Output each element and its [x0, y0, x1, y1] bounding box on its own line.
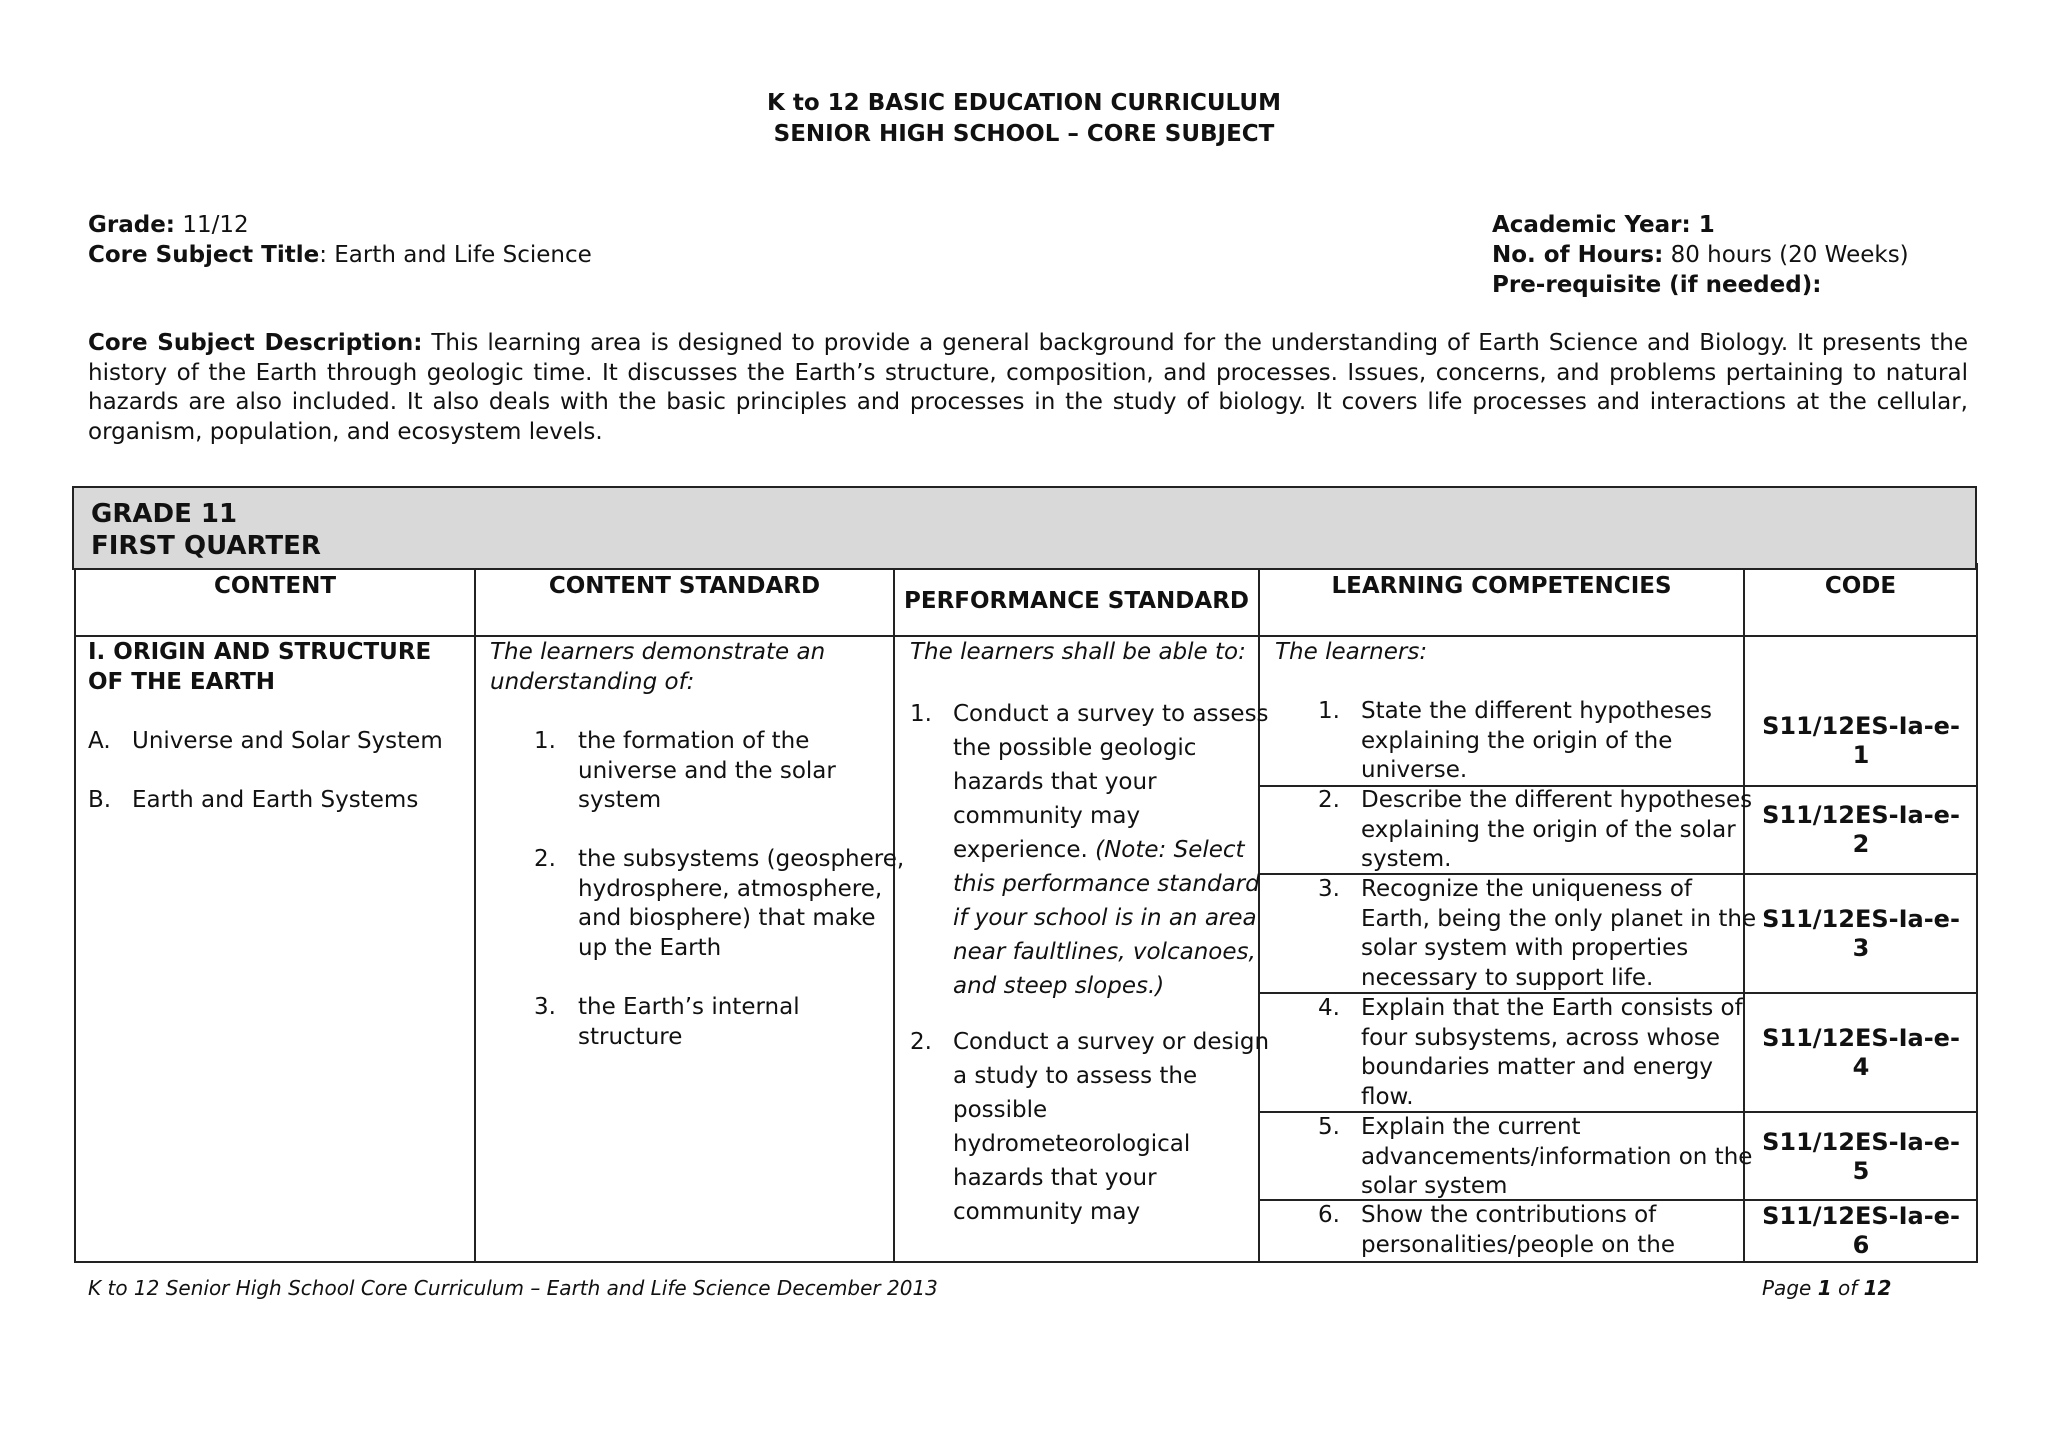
text-line: community may	[953, 803, 1141, 829]
grade-label: Grade:	[88, 212, 176, 238]
content-heading-line-1: I. ORIGIN AND STRUCTURE	[88, 639, 432, 665]
description-text: This learning area is designed to provide a general background for the understanding of Earth Science and Biology. It presents the history of the Earth through geologic time. It discusses the Earth’s structure, composition, and processes. Issues, concerns, and problems pertaining to natural hazards are also included. It also deals with the basic principles and processes in the study of biology. It covers life processes and interactions at the cellular, organism, population, and ecosystem levels.	[88, 330, 1968, 445]
competency-5	[1318, 1113, 1752, 1202]
hours-label: No. of Hours:	[1492, 242, 1664, 268]
grade-quarter-banner	[72, 486, 1977, 570]
text-line: Explain that the Earth consists of	[1361, 995, 1743, 1021]
note-line: if your school is in an area	[953, 905, 1257, 931]
text-fragment: experience.	[953, 837, 1096, 863]
text-line: personalities/people on the	[1361, 1231, 1675, 1258]
text-line: hazards that your	[953, 769, 1157, 795]
code-line: 5	[1852, 1157, 1870, 1185]
grade-value: 11/12	[175, 212, 249, 238]
page-of: of	[1831, 1276, 1864, 1300]
header-performance-standard: PERFORMANCE STANDARD	[904, 588, 1249, 614]
grade-line	[88, 210, 249, 240]
text-line: the possible geologic	[953, 735, 1197, 761]
content-standard-intro-line-2: understanding of:	[490, 668, 695, 695]
academic-year-label: Academic Year: 1	[1492, 212, 1715, 238]
text-line: Explain the current	[1361, 1114, 1581, 1140]
text-line: Show the contributions of	[1361, 1202, 1657, 1228]
header-content: CONTENT	[213, 573, 337, 599]
text-line: boundaries matter and energy	[1361, 1054, 1713, 1080]
item-number: 6.	[1318, 1202, 1340, 1228]
content-heading-line-2: OF THE EARTH	[88, 668, 276, 695]
hours-line	[1492, 240, 1909, 270]
text-line: Describe the different hypotheses	[1361, 787, 1753, 813]
subject-description	[88, 329, 1968, 447]
text-line: a study to assess the	[953, 1063, 1198, 1089]
content-item-marker: B.	[88, 787, 112, 813]
performance-standard-item-1	[910, 697, 1269, 1003]
text-line: universe.	[1361, 757, 1468, 783]
competency-2	[1318, 786, 1752, 875]
code-line: 2	[1852, 830, 1870, 858]
table-border-bottom	[74, 1261, 1978, 1263]
header-content-standard: CONTENT STANDARD	[548, 573, 821, 599]
content-standard-item-1	[534, 727, 836, 816]
hours-value: 80 hours (20 Weeks)	[1663, 242, 1909, 268]
page-current: 1	[1817, 1276, 1832, 1300]
text-line: up the Earth	[578, 934, 722, 961]
code-line: S11/12ES-Ia-e-	[1762, 905, 1960, 933]
footer-document-info: K to 12 Senior High School Core Curriculum – Earth and Life Science December 2013	[88, 1276, 938, 1300]
text-line: system	[578, 787, 662, 813]
text-line: community may	[953, 1199, 1141, 1225]
note-line: and steep slopes.)	[953, 973, 1165, 999]
text-line: advancements/information on the	[1361, 1143, 1753, 1170]
content-standard-item-3	[534, 993, 800, 1052]
note-line: near faultlines, volcanoes,	[953, 939, 1256, 965]
item-number: 4.	[1318, 995, 1340, 1021]
competency-6	[1318, 1201, 1675, 1260]
description-label: Core Subject Description:	[88, 330, 423, 356]
text-line: the subsystems (geosphere,	[578, 846, 905, 872]
code-line: S11/12ES-Ia-e-	[1762, 712, 1960, 740]
text-line: hydrometeorological	[953, 1131, 1191, 1157]
competencies-intro: The learners:	[1275, 639, 1428, 665]
competency-1	[1318, 697, 1712, 786]
subject-value: : Earth and Life Science	[319, 242, 592, 268]
competency-4	[1318, 994, 1743, 1112]
text-line: solar system with properties	[1361, 935, 1689, 961]
competency-code-1	[1745, 712, 1977, 770]
code-line: 6	[1852, 1231, 1870, 1259]
page-total: 12	[1863, 1276, 1892, 1300]
quarter-heading: FIRST QUARTER	[91, 531, 321, 561]
item-number: 2.	[534, 846, 556, 872]
text-line: Conduct a survey or design	[953, 1029, 1270, 1055]
footer-page-number	[1762, 1275, 1891, 1301]
page-prefix: Page	[1762, 1276, 1818, 1300]
text-line: hydrosphere, atmosphere,	[578, 875, 883, 902]
item-number: 5.	[1318, 1114, 1340, 1140]
performance-standard-item-2	[910, 1025, 1269, 1229]
note-text: (Note: Select	[1095, 837, 1245, 863]
text-line: Recognize the uniqueness of	[1361, 876, 1693, 902]
text-line: structure	[578, 1023, 683, 1050]
text-line: the Earth’s internal	[578, 994, 800, 1020]
competency-code-6	[1745, 1202, 1977, 1260]
content-item-a	[88, 727, 111, 757]
text-line: State the different hypotheses	[1361, 698, 1712, 724]
subject-label: Core Subject Title	[88, 242, 320, 268]
text-line: Earth, being the only planet in the	[1361, 905, 1757, 932]
column-divider-1	[474, 570, 476, 1262]
item-number: 1.	[534, 728, 556, 754]
document-title: K to 12 BASIC EDUCATION CURRICULUM	[767, 90, 1281, 116]
competency-code-5	[1745, 1128, 1977, 1186]
code-line: S11/12ES-Ia-e-	[1762, 1024, 1960, 1052]
content-standard-intro-line-1: The learners demonstrate an	[490, 639, 826, 665]
item-number: 2.	[910, 1029, 932, 1055]
item-number: 2.	[1318, 787, 1340, 813]
competency-code-2	[1745, 801, 1977, 859]
text-line: hazards that your	[953, 1165, 1157, 1191]
header-code: CODE	[1824, 573, 1897, 599]
content-item-marker: A.	[88, 728, 111, 754]
text-line: explaining the origin of the solar	[1361, 816, 1736, 843]
note-line: this performance standard	[953, 871, 1260, 897]
text-line: Conduct a survey to assess	[953, 701, 1269, 727]
content-heading	[88, 638, 431, 697]
text-line: necessary to support life.	[1361, 964, 1654, 991]
code-line: S11/12ES-Ia-e-	[1762, 801, 1960, 829]
text-line: system.	[1361, 846, 1452, 872]
text-line: flow.	[1361, 1083, 1414, 1110]
content-standard-item-2	[534, 845, 904, 963]
code-line: 4	[1852, 1053, 1870, 1081]
text-line: possible	[953, 1097, 1048, 1123]
header-learning-competencies: LEARNING COMPETENCIES	[1331, 573, 1672, 599]
text-line: solar system	[1361, 1173, 1508, 1199]
content-standard-intro	[490, 638, 825, 697]
academic-year	[1492, 210, 1715, 240]
prerequisite-line	[1492, 270, 1821, 300]
text-line: four subsystems, across whose	[1361, 1024, 1721, 1051]
document-subtitle: SENIOR HIGH SCHOOL – CORE SUBJECT	[773, 121, 1275, 147]
text-line: and biosphere) that make	[578, 905, 876, 931]
grade-heading: GRADE 11	[91, 499, 238, 529]
competency-code-4	[1745, 1024, 1977, 1082]
content-item-b-text: Earth and Earth Systems	[132, 787, 419, 813]
text-line	[953, 833, 1269, 867]
content-item-a-text: Universe and Solar System	[132, 728, 443, 754]
item-number: 3.	[1318, 876, 1340, 902]
prerequisite-label: Pre-requisite (if needed):	[1492, 272, 1822, 298]
table-header-divider	[74, 635, 1978, 637]
item-number: 1.	[910, 701, 932, 727]
text-line: universe and the solar	[578, 757, 836, 784]
subject-line	[88, 240, 592, 270]
table-border-left	[74, 570, 76, 1262]
code-line: 3	[1852, 934, 1870, 962]
text-line: explaining the origin of the	[1361, 727, 1673, 754]
competency-code-3	[1745, 905, 1977, 963]
performance-standard-intro: The learners shall be able to:	[910, 639, 1246, 665]
content-item-b	[88, 786, 111, 816]
code-line: S11/12ES-Ia-e-	[1762, 1128, 1960, 1156]
text-line: the formation of the	[578, 728, 810, 754]
code-line: S11/12ES-Ia-e-	[1762, 1202, 1960, 1230]
item-number: 1.	[1318, 698, 1340, 724]
competency-3	[1318, 875, 1756, 993]
item-number: 3.	[534, 994, 556, 1020]
code-line: 1	[1852, 741, 1870, 769]
